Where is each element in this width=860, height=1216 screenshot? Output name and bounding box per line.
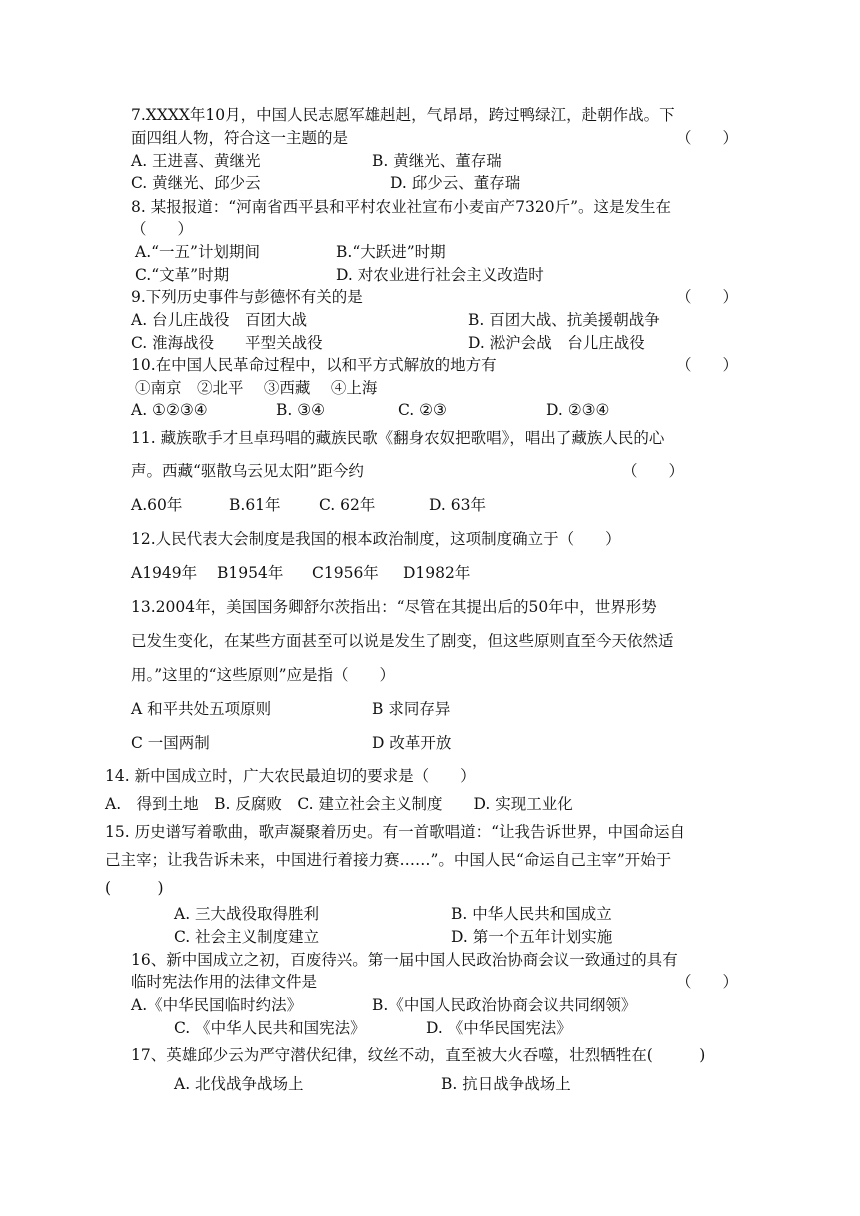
text-line: A. 得到土地 B. 反腐败 C. 建立社会主义制度 D. 实现工业化 <box>105 795 573 813</box>
answer-bracket: （ ） <box>676 288 739 306</box>
text-line: A. 台儿庄战役 百团大战 <box>131 311 308 329</box>
text-line: D. 邱少云、董存瑞 <box>390 174 521 192</box>
text-line: D. 淞沪会战 台儿庄战役 <box>468 334 645 352</box>
text-line: A 和平共处五项原则 <box>131 700 272 718</box>
text-line: 17、英雄邱少云为严守潜伏纪律，纹丝不动，直至被大火吞噬，壮烈牺牲在( ) <box>131 1046 706 1064</box>
text-line: 13.2004年，美国国务卿舒尔茨指出：“尽管在其提出后的50年中，世界形势 <box>131 598 657 616</box>
text-line: 15. 历史谱写着歌曲，歌声凝聚着历史。有一首歌唱道：“让我告诉世界，中国命运自 <box>105 823 686 841</box>
text-line: 8. 某报报道：“河南省西平县和平村农业社宣布小麦亩产7320斤”。这是发生在 <box>131 198 672 216</box>
text-line: 11. 藏族歌手才旦卓玛唱的藏族民歌《翻身农奴把歌唱》，唱出了藏族人民的心 <box>131 429 665 447</box>
text-line: ( ) <box>105 879 164 897</box>
text-line: B1954年 <box>217 564 284 582</box>
text-line: B.“大跃进”时期 <box>336 243 446 261</box>
text-line: B.《中国人民政治协商会议共同纲领》 <box>372 996 637 1014</box>
text-line: B. 抗日战争战场上 <box>441 1075 571 1093</box>
text-line: A.《中华民国临时约法》 <box>131 996 303 1014</box>
text-line: 用。”这里的“这些原则”应是指（ ） <box>131 666 396 684</box>
text-line: 16、新中国成立之初，百废待兴。第一届中国人民政治协商会议一致通过的具有 <box>131 951 678 969</box>
text-line: C1956年 <box>312 564 379 582</box>
text-line: A. 北伐战争战场上 <box>174 1075 304 1093</box>
text-line: 14. 新中国成立时，广大农民最迫切的要求是（ ） <box>105 767 476 785</box>
text-line: B. 中华人民共和国成立 <box>451 905 612 923</box>
text-line: B. 百团大战、抗美援朝战争 <box>468 311 660 329</box>
text-line: C. 62年 <box>319 496 376 514</box>
text-line: （ ） <box>131 220 194 238</box>
text-line: ①南京 ②北平 ③西藏 ④上海 <box>135 379 378 397</box>
text-line: B. 黄继光、董存瑞 <box>372 152 502 170</box>
text-line: D1982年 <box>403 564 471 582</box>
text-line: B 求同存异 <box>372 700 451 718</box>
answer-bracket: （ ） <box>622 462 685 480</box>
text-line: A.“一五”计划期间 <box>135 243 260 261</box>
text-line: C 一国两制 <box>131 734 210 752</box>
text-line: 己主宰；让我告诉未来，中国进行着接力赛……”。中国人民“命运自己主宰”开始于 <box>105 851 672 869</box>
text-line: C. 黄继光、邱少云 <box>131 174 261 192</box>
text-line: 已发生变化，在某些方面甚至可以说是发生了剧变，但这些原则直至今天依然适 <box>131 632 674 650</box>
answer-bracket: （ ） <box>676 129 739 147</box>
text-line: C. ②③ <box>398 401 447 419</box>
text-line: A1949年 <box>131 564 198 582</box>
text-line: D. 对农业进行社会主义改造时 <box>336 266 544 284</box>
text-line: C. 淮海战役 平型关战役 <box>131 334 323 352</box>
text-line: A.60年 <box>131 496 183 514</box>
answer-bracket: （ ） <box>676 356 739 374</box>
text-line: A. ①②③④ <box>131 401 208 419</box>
text-line: 面四组人物，符合这一主题的是 <box>131 129 349 147</box>
text-line: 声。西藏“驱散乌云见太阳”距今约 <box>131 462 364 480</box>
text-line: C. 社会主义制度建立 <box>174 928 320 946</box>
text-line: D. 《中华民国宪法》 <box>426 1019 572 1037</box>
text-line: B. ③④ <box>276 401 326 419</box>
text-line: B.61年 <box>229 496 281 514</box>
text-line: 12.人民代表大会制度是我国的根本政治制度，这项制度确立于（ ） <box>131 530 621 548</box>
text-line: A. 王进喜、黄继光 <box>131 152 261 170</box>
text-line: D. 第一个五年计划实施 <box>451 928 613 946</box>
text-line: D. ②③④ <box>546 401 610 419</box>
text-line: C. 《中华人民共和国宪法》 <box>174 1019 366 1037</box>
text-line: A. 三大战役取得胜利 <box>174 905 320 923</box>
text-line: C.“文革”时期 <box>135 266 230 284</box>
text-line: 临时宪法作用的法律文件是 <box>131 973 318 991</box>
text-line: 7.XXXX年10月，中国人民志愿军雄赳赳，气昂昂，跨过鸭绿江，赴朝作战。下 <box>131 106 675 124</box>
answer-bracket: （ ） <box>676 973 739 991</box>
text-line: D. 63年 <box>429 496 486 514</box>
text-line: 9.下列历史事件与彭德怀有关的是 <box>131 288 363 306</box>
text-line: D 改革开放 <box>372 734 452 752</box>
text-line: 10.在中国人民革命过程中，以和平方式解放的地方有 <box>131 356 497 374</box>
